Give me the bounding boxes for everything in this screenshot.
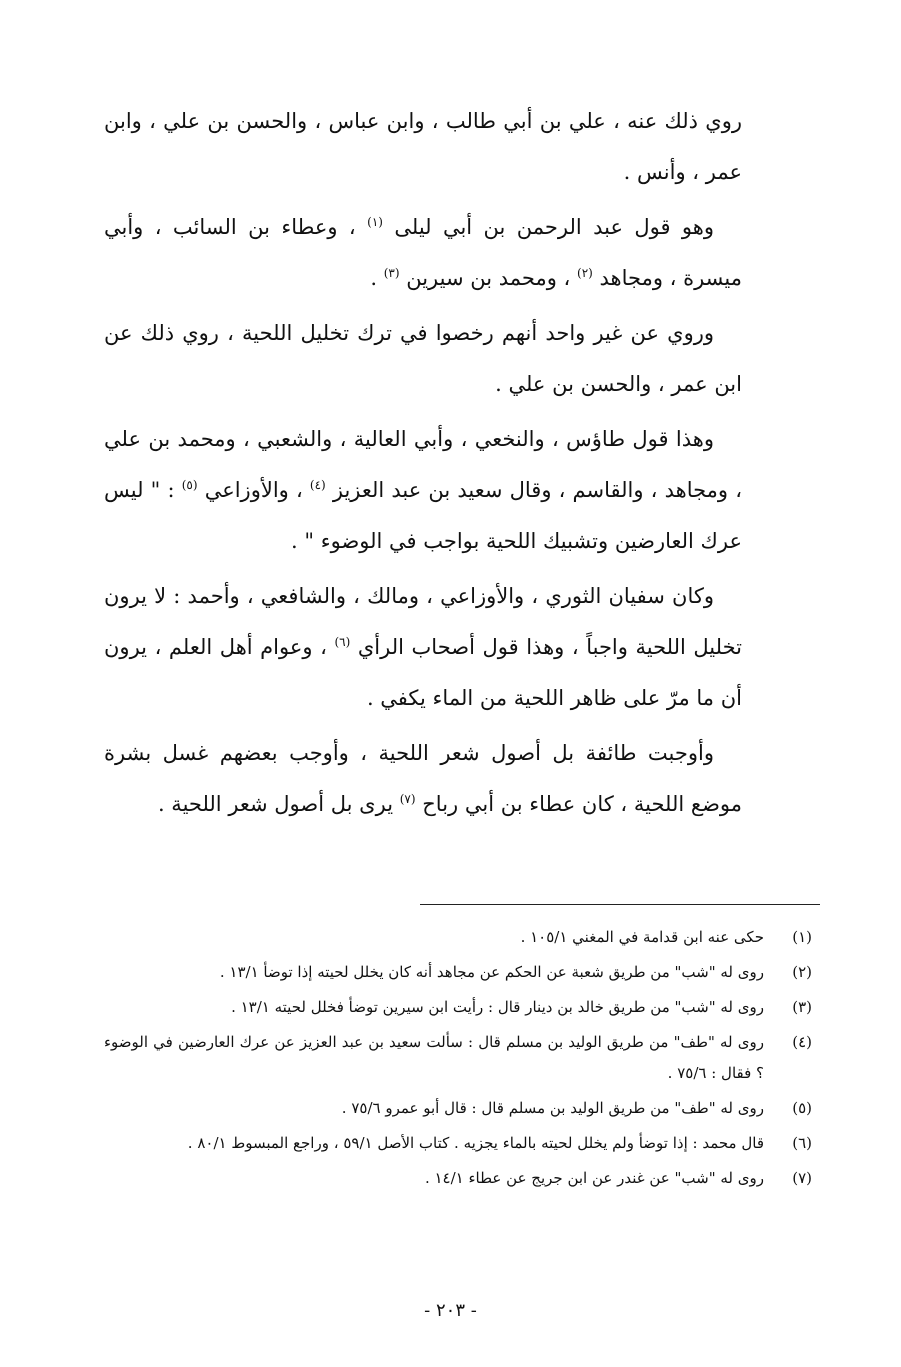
footnote-number: (١) <box>792 928 812 946</box>
footnote-number: (٦) <box>792 1134 812 1152</box>
footnote-item <box>104 1163 812 1194</box>
footnote-number: (٢) <box>792 963 812 981</box>
footnotes <box>104 922 812 1198</box>
footnote-text: قال محمد : إذا توضأ ولم يخلل لحيته بالماء يجزيه . كتاب الأصل ٥٩/١ ، وراجع المبسوط ٨٠/١ . <box>187 1134 764 1152</box>
paragraph-6-text-a: وأوجبت طائفة بل أصول شعر اللحية ، وأوجب بعضهم غسل بشرة موضع اللحية ، كان عطاء بن أبي رباح <box>104 741 742 816</box>
paragraph-3-text: وروي عن غير واحد أنهم رخصوا في ترك تخليل اللحية ، روي ذلك عن ابن عمر ، والحسن بن علي . <box>104 321 742 396</box>
paragraph-1-text: روي ذلك عنه ، علي بن أبي طالب ، وابن عباس ، والحسن بن علي ، وابن عمر ، وأنس . <box>104 109 742 184</box>
footnote-text: روى له "شب" من طريق شعبة عن الحكم عن مجاهد أنه كان يخلل لحيته إذا توضأ ١٣/١ . <box>219 963 764 981</box>
paragraph-6-text-b: يرى بل أصول شعر اللحية . <box>157 792 394 816</box>
footnote-ref-4[interactable]: (٤) <box>309 478 326 492</box>
page-number: - ٢٠٣ - <box>424 1300 477 1321</box>
footnote-number: (٣) <box>792 998 812 1016</box>
footnote-ref-7[interactable]: (٧) <box>399 792 416 806</box>
footnote-ref-5[interactable]: (٥) <box>181 478 198 492</box>
paragraph-4 <box>104 414 742 567</box>
paragraph-4-text-b: ، والأوزاعي <box>204 478 303 502</box>
paragraph-2 <box>104 202 742 304</box>
footnote-text: حكى عنه ابن قدامة في المغني ١٠٥/١ . <box>520 928 764 946</box>
paragraph-2-text-b: ، وعطاء بن السائب ، وأبي ميسرة ، ومجاهد <box>104 215 742 290</box>
paragraph-5-text-a: وكان سفيان الثوري ، والأوزاعي ، ومالك ، والشافعي ، وأحمد : لا يرون تخليل اللحية واجباً ، وهذا قول أصحاب الرأي <box>104 584 742 659</box>
footnote-text: روى له "طف" من طريق الوليد بن مسلم قال : سألت سعيد بن عبد العزيز عن عرك العارضين في الوضوء ؟ فقال : ٧٥/٦ . <box>104 1033 764 1082</box>
footnote-number: (٤) <box>792 1033 812 1051</box>
paragraph-2-text-d: . <box>370 266 378 290</box>
footnote-separator <box>420 904 820 905</box>
paragraph-4-text-a: وهذا قول طاؤس ، والنخعي ، وأبي العالية ، والشعبي ، ومحمد بن علي ، ومجاهد ، والقاسم ، وقال سعيد بن عبد العزيز <box>104 427 742 502</box>
footnote-item <box>104 1093 812 1124</box>
paragraph-5 <box>104 571 742 724</box>
footnote-item <box>104 992 812 1023</box>
footnote-ref-1[interactable]: (١) <box>367 215 383 229</box>
footnote-number: (٧) <box>792 1169 812 1187</box>
paragraph-4-text-c: : " ليس عرك العارضين وتشبيك اللحية بواجب في الوضوء " . <box>104 478 742 553</box>
paragraph-5-text-b: ، وعوام أهل العلم ، يرون أن ما مرّ على ظاهر اللحية من الماء يكفي . <box>104 635 742 710</box>
paragraph-6 <box>104 728 742 830</box>
footnote-text: روى له "شب" من طريق خالد بن دينار قال : رأيت ابن سيرين توضأ فخلل لحيته ١٣/١ . <box>231 998 764 1016</box>
paragraph-3 <box>104 308 742 410</box>
footnote-text: روى له "طف" من طريق الوليد بن مسلم قال : قال أبو عمرو ٧٥/٦ . <box>341 1099 764 1117</box>
footnote-ref-3[interactable]: (٣) <box>383 266 400 280</box>
footnote-number: (٥) <box>792 1099 812 1117</box>
main-text <box>104 96 742 834</box>
footnote-ref-2[interactable]: (٢) <box>577 266 593 280</box>
paragraph-2-text-a: وهو قول عبد الرحمن بن أبي ليلى <box>394 215 714 239</box>
footnote-item <box>104 1027 812 1089</box>
footnote-text: روى له "شب" عن غندر عن ابن جريج عن عطاء ١٤/١ . <box>424 1169 764 1187</box>
footnote-item <box>104 1128 812 1159</box>
paragraph-2-text-c: ، ومحمد بن سيرين <box>406 266 571 290</box>
footnote-item <box>104 922 812 953</box>
footnote-ref-6[interactable]: (٦) <box>334 635 351 649</box>
paragraph-1 <box>104 96 742 198</box>
footnote-item <box>104 957 812 988</box>
